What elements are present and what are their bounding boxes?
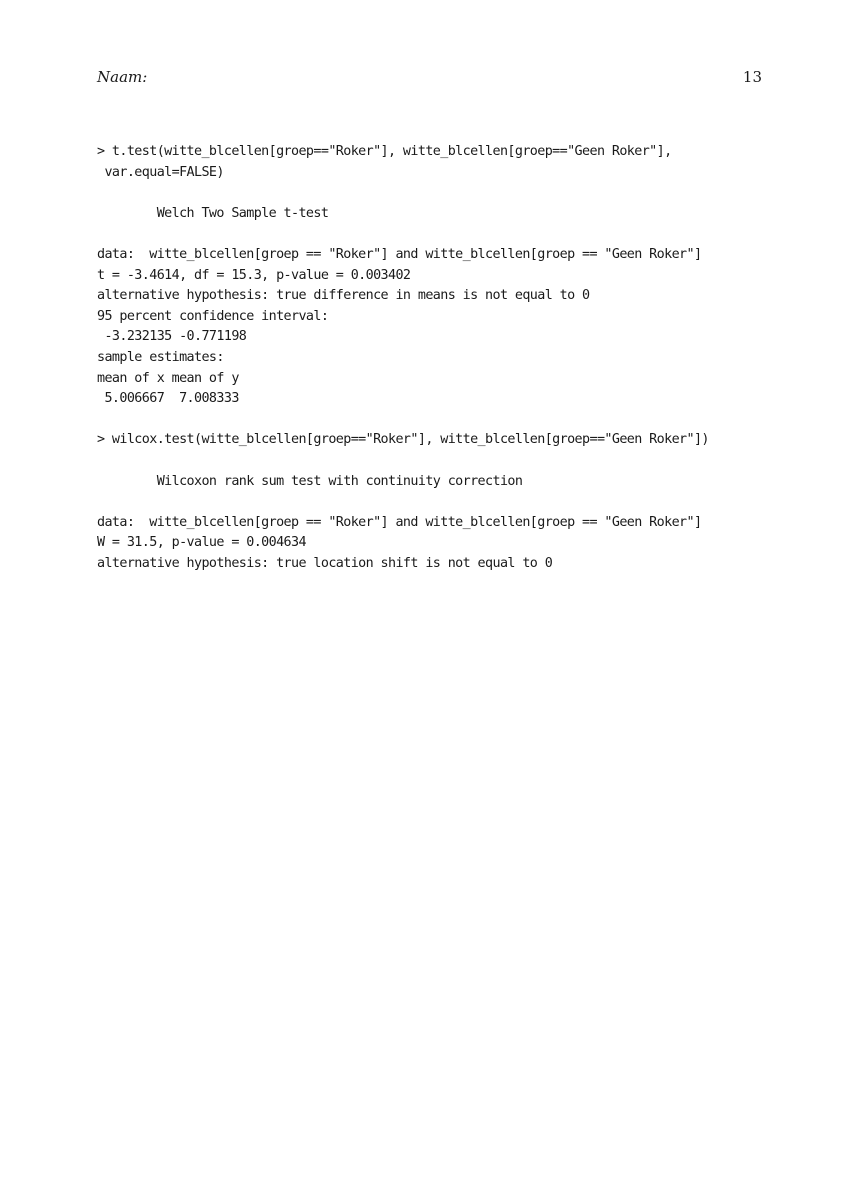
blank-line xyxy=(97,410,827,431)
welch-test-title: Welch Two Sample t-test xyxy=(97,205,329,221)
r-console-output xyxy=(97,142,827,574)
confidence-interval-values: -3.232135 -0.771198 xyxy=(97,329,247,345)
ttest-hypothesis-line: alternative hypothesis: true difference in means is not equal to 0 xyxy=(97,288,590,304)
name-label: Naam: xyxy=(97,68,148,86)
wilcoxon-test-title: Wilcoxon rank sum test with continuity correction xyxy=(97,473,523,489)
confidence-interval-label: 95 percent confidence interval: xyxy=(97,308,329,324)
sample-estimates-values: 5.006667 7.008333 xyxy=(97,391,239,407)
page-number: 13 xyxy=(742,68,762,86)
code-line-ttest-call-cont: var.equal=FALSE) xyxy=(97,164,224,180)
ttest-statistic-line: t = -3.4614, df = 15.3, p-value = 0.003402 xyxy=(97,267,411,283)
blank-line xyxy=(97,451,827,472)
ttest-data-line: data: witte_blcellen[groep == "Roker"] and witte_blcellen[groep == "Geen Roker"] xyxy=(97,246,702,262)
sample-estimates-header: mean of x mean of y xyxy=(97,370,239,386)
sample-estimates-label: sample estimates: xyxy=(97,349,224,365)
wilcox-statistic-line: W = 31.5, p-value = 0.004634 xyxy=(97,535,306,551)
blank-line xyxy=(97,492,827,513)
code-line-wilcox-call: > wilcox.test(witte_blcellen[groep=="Roker"], witte_blcellen[groep=="Geen Roker"]) xyxy=(97,432,709,448)
code-line-ttest-call: > t.test(witte_blcellen[groep=="Roker"], witte_blcellen[groep=="Geen Roker"], xyxy=(97,144,672,159)
blank-line xyxy=(97,183,827,204)
wilcox-data-line: data: witte_blcellen[groep == "Roker"] and witte_blcellen[groep == "Geen Roker"] xyxy=(97,514,702,530)
blank-line xyxy=(97,224,827,245)
wilcox-hypothesis-line: alternative hypothesis: true location shift is not equal to 0 xyxy=(97,555,553,571)
